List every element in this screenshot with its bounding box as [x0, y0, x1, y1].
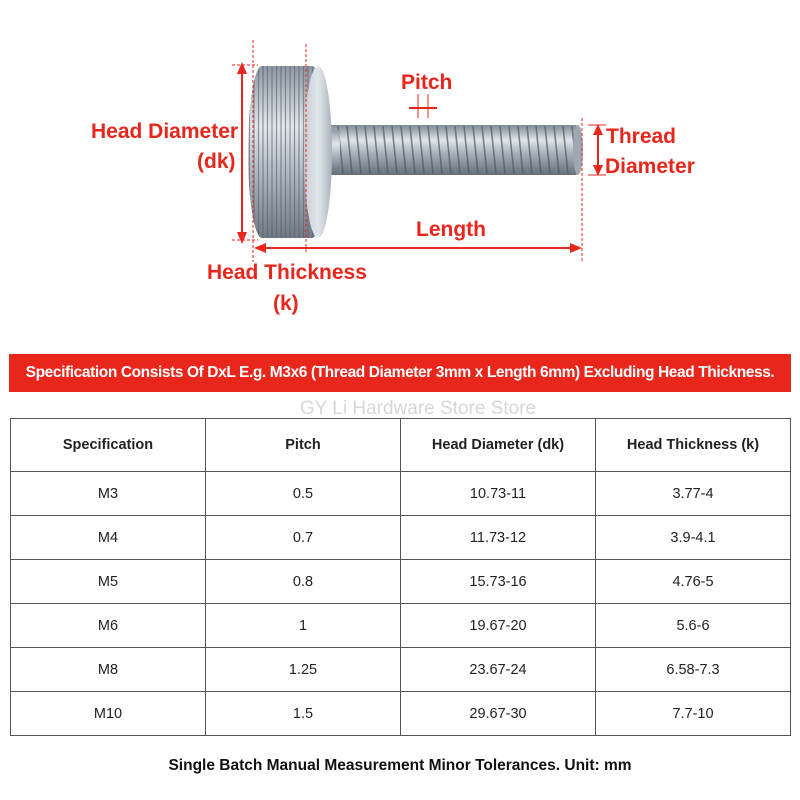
cell-head-diameter: 11.73-12 — [401, 516, 596, 560]
cell-head-diameter: 19.67-20 — [401, 604, 596, 648]
header-pitch: Pitch — [206, 419, 401, 472]
label-dk: (dk) — [197, 150, 236, 173]
header-specification: Specification — [11, 419, 206, 472]
cell-pitch: 1.5 — [206, 692, 401, 736]
cell-head-diameter: 10.73-11 — [401, 472, 596, 516]
label-head-thickness: Head Thickness — [207, 261, 367, 284]
label-length: Length — [416, 218, 486, 241]
label-thread: Thread — [606, 125, 677, 148]
cell-pitch: 1 — [206, 604, 401, 648]
cell-head-thickness: 3.9-4.1 — [596, 516, 791, 560]
table-header-row — [11, 419, 791, 472]
cell-specification: M6 — [11, 604, 206, 648]
cell-specification: M4 — [11, 516, 206, 560]
label-head-diameter: Head Diameter — [91, 120, 239, 143]
store-watermark: GY Li Hardware Store Store — [299, 398, 537, 419]
cell-head-diameter: 15.73-16 — [401, 560, 596, 604]
cell-pitch: 0.7 — [206, 516, 401, 560]
table-row — [11, 604, 791, 648]
spec-table — [10, 418, 791, 736]
cell-specification: M3 — [11, 472, 206, 516]
head-face — [304, 66, 332, 238]
table-row — [11, 472, 791, 516]
spec-banner: Specification Consists Of DxL E.g. M3x6 (Thread Diameter 3mm x Length 6mm) Excluding Head Thickness. — [9, 354, 791, 392]
cell-pitch: 0.8 — [206, 560, 401, 604]
table-row — [11, 516, 791, 560]
table-row — [11, 560, 791, 604]
cell-pitch: 1.25 — [206, 648, 401, 692]
cell-head-thickness: 6.58-7.3 — [596, 648, 791, 692]
cell-head-diameter: 29.67-30 — [401, 692, 596, 736]
cell-head-diameter: 23.67-24 — [401, 648, 596, 692]
tolerance-note: Single Batch Manual Measurement Minor Tolerances. Unit: mm — [168, 757, 632, 774]
header-head-thickness: Head Thickness (k) — [596, 419, 791, 472]
table-row — [11, 692, 791, 736]
cell-pitch: 0.5 — [206, 472, 401, 516]
cell-head-thickness: 3.77-4 — [596, 472, 791, 516]
cell-specification: M10 — [11, 692, 206, 736]
label-pitch: Pitch — [401, 71, 453, 94]
label-diameter: Diameter — [605, 155, 695, 178]
cell-head-thickness: 4.76-5 — [596, 560, 791, 604]
label-k: (k) — [273, 292, 299, 315]
header-head-diameter: Head Diameter (dk) — [401, 419, 596, 472]
cell-head-thickness: 5.6-6 — [596, 604, 791, 648]
table-row — [11, 648, 791, 692]
cell-specification: M8 — [11, 648, 206, 692]
cell-head-thickness: 7.7-10 — [596, 692, 791, 736]
cell-specification: M5 — [11, 560, 206, 604]
screw-diagram — [0, 0, 800, 340]
